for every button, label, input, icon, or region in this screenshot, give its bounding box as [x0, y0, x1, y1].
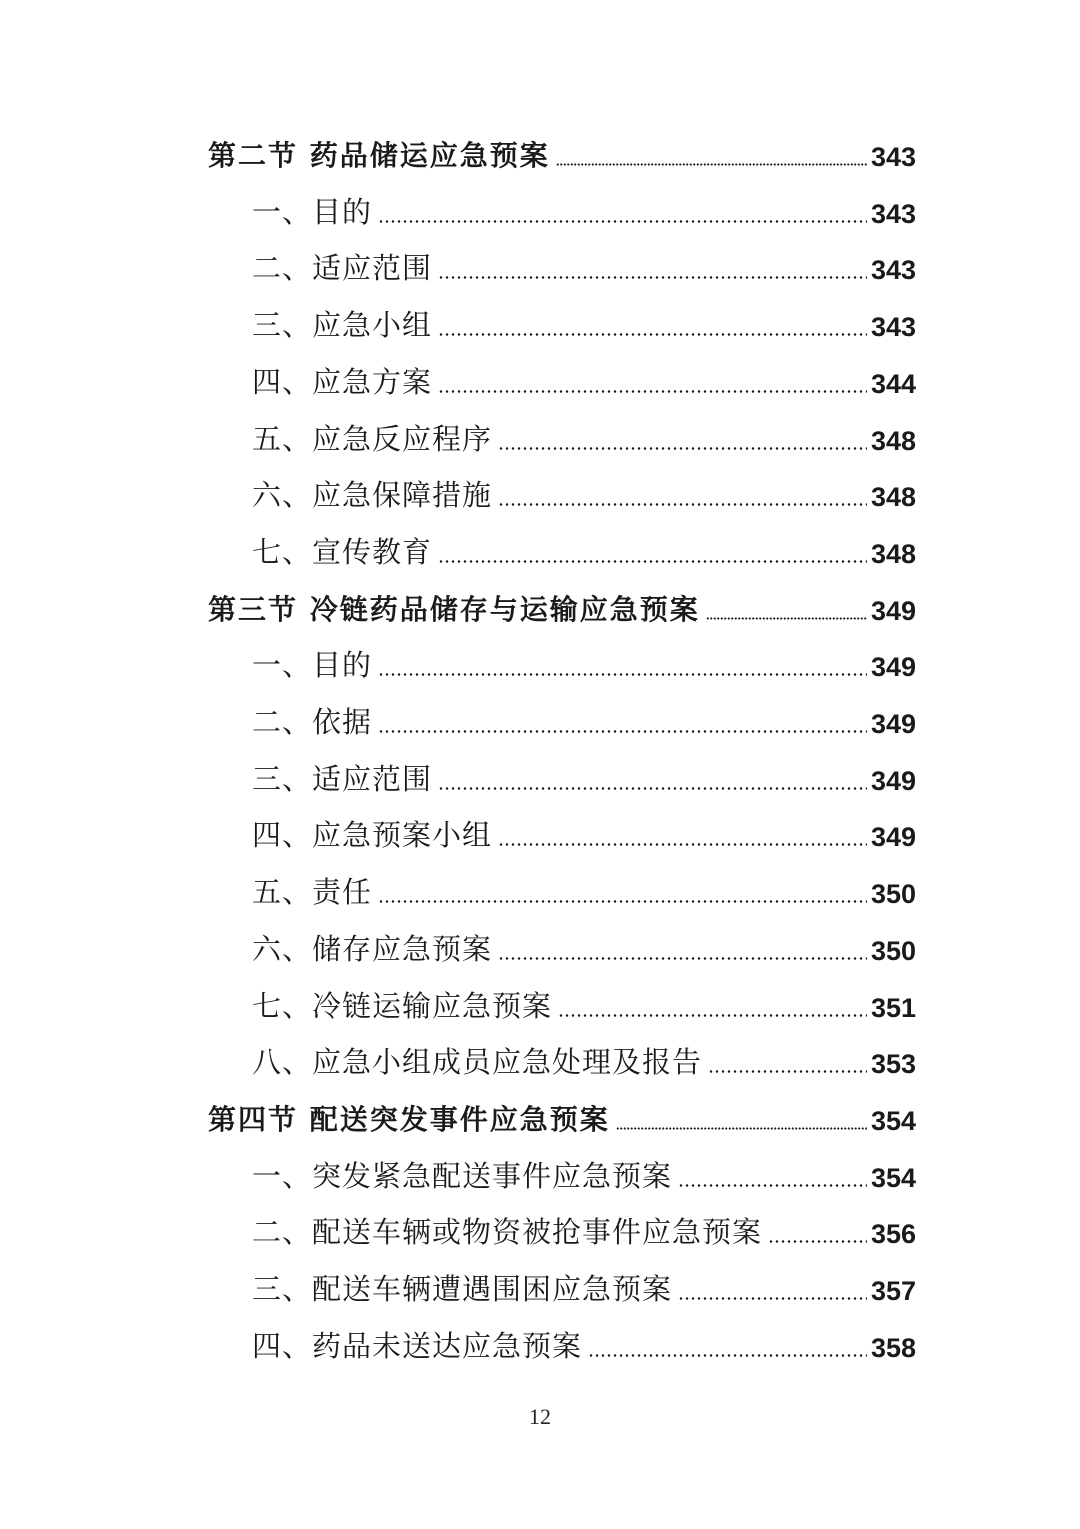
dot-leader: [498, 843, 867, 846]
toc-section-entry: [208, 584, 916, 632]
dot-leader: [768, 1240, 867, 1243]
dot-leader: [498, 447, 867, 450]
toc-entry-page-number: 348: [870, 425, 916, 456]
toc-entry-title: 三、配送车辆遭遇围困应急预案: [252, 1272, 673, 1306]
toc-item-entry: [252, 924, 916, 972]
toc-entry-title: 一、目的: [252, 648, 373, 683]
dot-leader: [588, 1354, 867, 1357]
toc-entry-page-number: 348: [870, 538, 916, 569]
toc-entry-page-number: 343: [870, 255, 916, 286]
toc-entry-title: 第三节 冷链药品储存与运输应急预案: [208, 592, 700, 626]
toc-entry-page-number: 350: [870, 879, 916, 910]
toc-item-entry: [252, 867, 916, 915]
toc-entry-page-number: 349: [870, 709, 916, 739]
toc-item-entry: [252, 1264, 916, 1312]
toc-entry-title: 三、适应范围: [252, 761, 433, 796]
toc-item-entry: [252, 357, 916, 405]
toc-item-entry: [252, 981, 916, 1029]
toc-entry-title: 第四节 配送突发事件应急预案: [208, 1102, 610, 1136]
toc-entry-title: 七、冷链运输应急预案: [252, 988, 553, 1023]
toc-item-entry: [252, 640, 916, 688]
toc-item-entry: [252, 697, 916, 745]
toc-item-entry: [252, 1151, 916, 1199]
toc-entry-title: 四、应急方案: [252, 364, 433, 399]
dot-leader: [378, 730, 867, 733]
toc-item-entry: [252, 1037, 916, 1085]
toc-item-entry: [252, 1207, 916, 1255]
toc-entry-title: 二、适应范围: [252, 251, 433, 286]
toc-entry-page-number: 349: [870, 652, 916, 683]
toc-entry-page-number: 349: [870, 765, 916, 796]
dot-leader: [556, 163, 867, 166]
toc-entry-title: 二、配送车辆或物资被抢事件应急预案: [252, 1215, 763, 1250]
page-number: 12: [529, 1404, 551, 1429]
dot-leader: [438, 333, 867, 336]
dot-leader: [498, 503, 867, 506]
toc-entry-page-number: 353: [870, 1049, 916, 1080]
toc-entry-title: 五、应急反应程序: [252, 421, 493, 456]
toc-entry-title: 八、应急小组成员应急处理及报告: [252, 1045, 703, 1080]
toc-entry-title: 三、应急小组: [252, 308, 433, 343]
toc-item-entry: [252, 187, 916, 235]
toc-entry-page-number: 354: [870, 1105, 916, 1136]
dot-leader: [498, 957, 867, 960]
dot-leader: [378, 900, 867, 903]
toc-entry-page-number: 356: [870, 1219, 916, 1250]
toc-item-entry: [252, 300, 916, 348]
dot-leader: [678, 1184, 867, 1187]
toc-entry-page-number: 351: [870, 992, 916, 1023]
toc-entry-page-number: 348: [870, 482, 916, 513]
toc-entry-page-number: 349: [870, 822, 916, 853]
toc-entry-title: 四、应急预案小组: [252, 818, 493, 853]
toc-section-entry: [208, 1094, 916, 1142]
toc-item-entry: [252, 470, 916, 518]
toc-entry-page-number: 358: [870, 1332, 916, 1363]
toc-entry-title: 七、宣传教育: [252, 534, 433, 569]
toc-entry-title: 六、储存应急预案: [252, 931, 493, 966]
dot-leader: [438, 390, 867, 393]
toc-entry-title: 一、目的: [252, 194, 373, 229]
toc-entry-page-number: 343: [870, 198, 916, 229]
toc-entry-page-number: 354: [870, 1162, 916, 1193]
dot-leader: [378, 673, 867, 676]
toc-entry-title: 二、依据: [252, 705, 373, 739]
toc-entry-page-number: 349: [870, 595, 916, 626]
toc-entry-page-number: 343: [870, 312, 916, 343]
dot-leader: [616, 1127, 867, 1130]
dot-leader: [706, 617, 867, 620]
toc-item-entry: [252, 754, 916, 802]
toc-entry-title: 一、突发紧急配送事件应急预案: [252, 1158, 673, 1193]
toc-entry-title: 六、应急保障措施: [252, 478, 493, 513]
toc-entry-title: 五、责任: [252, 875, 373, 910]
toc-section-entry: [208, 130, 916, 178]
toc-item-entry: [252, 527, 916, 575]
dot-leader: [378, 220, 867, 223]
toc-entry-title: 第二节 药品储运应急预案: [208, 139, 550, 172]
toc-item-entry: [252, 1321, 916, 1369]
toc-entry-page-number: 357: [870, 1276, 916, 1306]
toc-entry-page-number: 344: [870, 368, 916, 399]
dot-leader: [438, 787, 867, 790]
dot-leader: [558, 1014, 867, 1017]
toc-item-entry: [252, 243, 916, 291]
toc-entry-page-number: 350: [870, 935, 916, 966]
dot-leader: [438, 560, 867, 563]
dot-leader: [708, 1070, 867, 1073]
dot-leader: [678, 1297, 867, 1300]
toc-entry-title: 四、药品未送达应急预案: [252, 1328, 583, 1363]
dot-leader: [438, 276, 867, 279]
toc-item-entry: [252, 810, 916, 858]
toc-item-entry: [252, 414, 916, 462]
toc-entry-page-number: 343: [870, 142, 916, 172]
